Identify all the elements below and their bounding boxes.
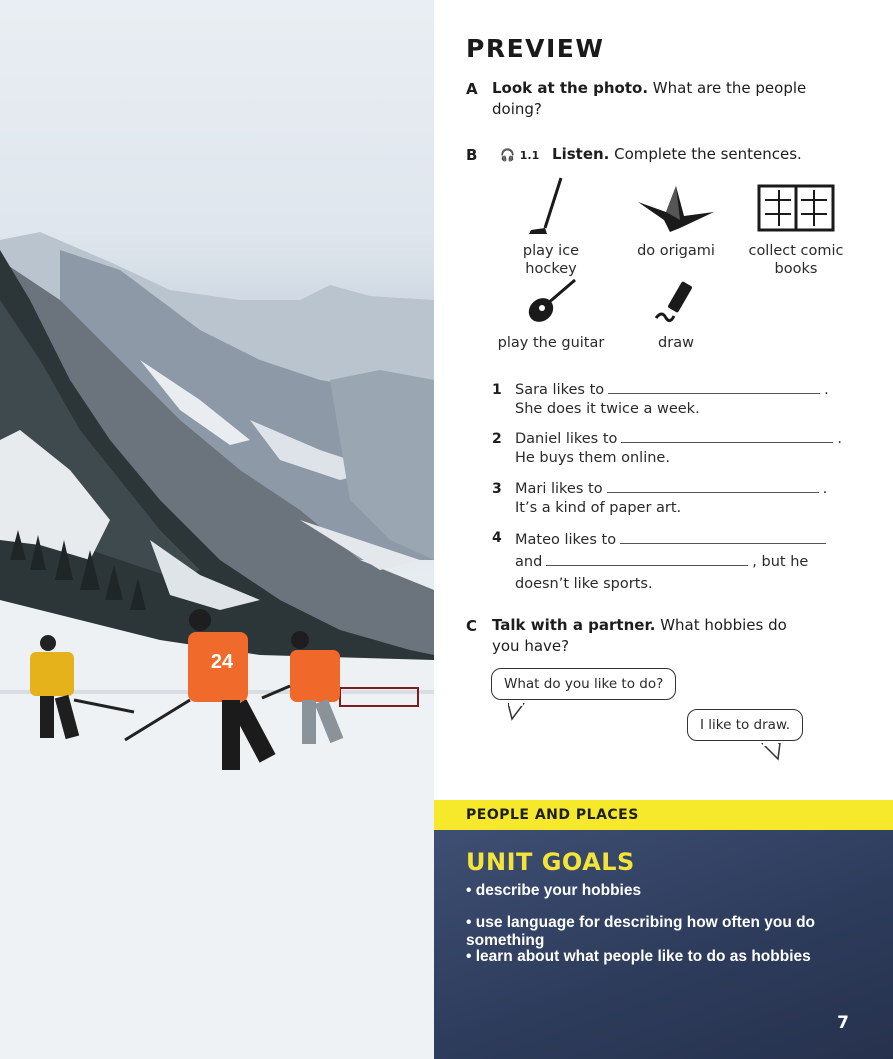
section-c-bold: Talk with a partner. <box>492 616 656 634</box>
answer-blank[interactable] <box>607 492 819 493</box>
sentence-text: Mari likes to <box>515 481 603 497</box>
sentence-text: Daniel likes to <box>515 431 618 447</box>
sentence-text: Sara likes to <box>515 382 605 398</box>
section-b-bold: Listen. <box>552 145 610 163</box>
sentence-3 <box>515 480 827 518</box>
sentence-but: , but he <box>752 554 809 570</box>
comic-book-icon <box>751 176 841 236</box>
section-banner <box>434 800 893 830</box>
goal-item: • describe your hobbies <box>466 882 642 899</box>
sentence-text-2: doesn’t like sports. <box>515 576 653 592</box>
hobby-guitar <box>496 278 606 352</box>
section-a-letter: A <box>466 80 478 98</box>
sentence-text-2: She does it twice a week. <box>515 401 700 417</box>
preview-page <box>434 0 893 1059</box>
hobby-label-2: books <box>774 261 818 277</box>
section-a-bold: Look at the photo. <box>492 79 649 97</box>
answer-blank[interactable] <box>621 442 833 443</box>
marker-icon <box>646 278 706 328</box>
section-b-text: Complete the sentences. <box>609 145 802 163</box>
section-c-text: What hobbies do <box>655 616 787 634</box>
unit-goals-panel <box>434 830 893 1059</box>
page-number: 7 <box>837 1013 849 1033</box>
section-c-text-2: you have? <box>492 637 570 655</box>
goal-item: • use language for describing how often you do something <box>466 914 816 949</box>
audio-track: 1.1 <box>519 149 540 162</box>
section-c-prompt <box>492 615 787 636</box>
sentence-period: . <box>822 481 828 497</box>
section-a-prompt <box>492 78 806 99</box>
sentence-text-2: He buys them online. <box>515 450 670 466</box>
sentence-period: . <box>837 431 843 447</box>
hobby-label-1: collect comic <box>748 243 844 259</box>
origami-crane-icon <box>636 176 716 236</box>
bubble-tail-icon <box>508 703 528 721</box>
section-b-letter: B <box>466 146 478 164</box>
section-c-letter: C <box>466 617 478 635</box>
hobby-comic-books <box>741 176 851 278</box>
guitar-icon <box>521 278 581 328</box>
answer-blank[interactable] <box>620 543 826 544</box>
answer-blank[interactable] <box>608 393 820 394</box>
sentence-period: . <box>824 382 829 398</box>
banner-label: PEOPLE AND PLACES <box>466 807 639 823</box>
sentence-1 <box>515 381 829 419</box>
sentence-text: Mateo likes to <box>515 532 617 548</box>
page-title: PREVIEW <box>466 34 605 63</box>
sentence-number: 4 <box>492 530 502 546</box>
speech-bubble-question: What do you like to do? <box>491 668 676 700</box>
sentence-number: 2 <box>492 431 502 447</box>
hobby-origami <box>621 176 731 260</box>
sentence-text-2: It’s a kind of paper art. <box>515 500 682 516</box>
hobby-label: draw <box>658 335 694 351</box>
svg-text:24: 24 <box>210 651 234 673</box>
hobby-ice-hockey <box>496 176 606 278</box>
hobby-label: do origami <box>637 243 715 259</box>
section-a-text-2: doing? <box>492 100 542 118</box>
headphones-icon[interactable]: 🎧 <box>500 148 515 162</box>
unit-goals-title: UNIT GOALS <box>466 848 635 876</box>
speech-bubble-answer: I like to draw. <box>687 709 803 741</box>
sentence-and: and <box>515 554 543 570</box>
hobby-label: play ice hockey <box>522 243 580 277</box>
hobby-label: play the guitar <box>497 335 605 351</box>
hockey-stick-icon <box>521 176 581 236</box>
section-a-text: What are the people <box>648 79 807 97</box>
hobby-draw <box>621 278 731 352</box>
section-b-prompt <box>500 144 802 166</box>
bubble-tail-icon <box>760 743 782 761</box>
goal-item: • learn about what people like to do as hobbies <box>466 948 811 965</box>
sentence-number: 1 <box>492 382 502 398</box>
sentence-4 <box>515 529 830 595</box>
hockey-photo <box>0 0 434 1059</box>
sentence-number: 3 <box>492 481 502 497</box>
answer-blank[interactable] <box>546 565 748 566</box>
sentence-2 <box>515 430 842 468</box>
